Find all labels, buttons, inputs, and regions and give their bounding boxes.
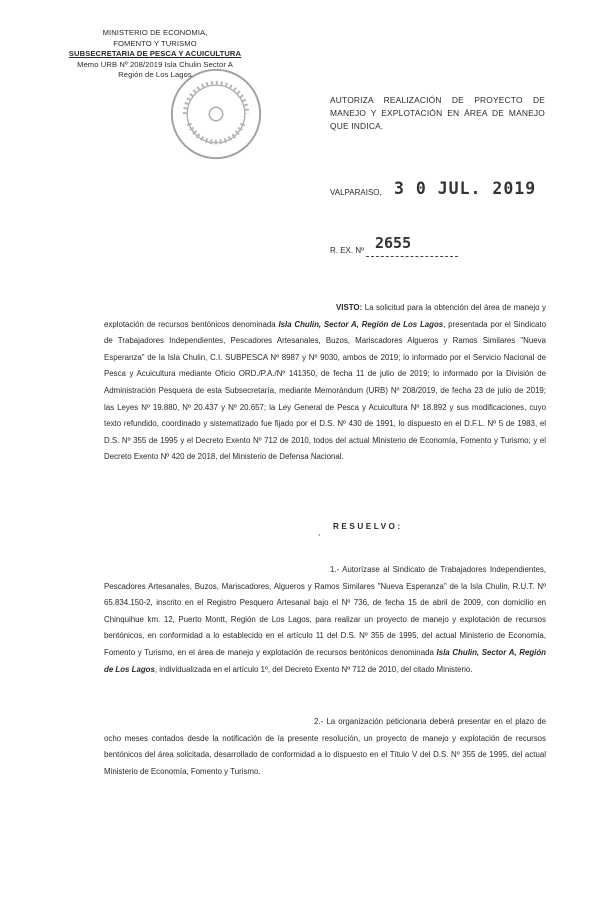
resolution-underline [366, 256, 458, 257]
margin-mark: , [318, 528, 321, 537]
place-label: VALPARAISO, [330, 188, 382, 197]
visto-label: VISTO: [336, 303, 363, 312]
document-title: AUTORIZA REALIZACIÓN DE PROYECTO DE MANEJO Y EXPLOTACIÓN EN ÁREA DE MANEJO QUE INDICA. [330, 95, 545, 131]
article-2-paragraph: 2.- La organización peticionaria deberá presentar en el plazo de ocho meses contados desde la notificación de la presente resolución, un proyecto de manejo y explotación de recursos bentónicos del área solicitada, desarrollado de conformidad a lo dispuesto en el Título V del D.S. Nº 355 de 1995, del actual Ministerio de Economía, Fomento y Turismo. [104, 717, 546, 776]
resolution-number: 2655 [375, 234, 412, 252]
article-1-paragraph [104, 562, 546, 678]
resolution-label: R. EX. Nº [330, 246, 365, 255]
resuelvo-heading: RESUELVO: [333, 522, 403, 531]
visto-text-1: La solicitud para la obtención del área de manejo y explotación de recursos bentónicos denominada [104, 303, 546, 329]
article-1-text-1: 1.- Autorízase al Sindicato de Trabajadores Independientes, Pescadores Artesanales, Buzos, Mariscadores, Algueros y Ramos Similares "Nueva Esperanza" de la Isla Chulin, R.U.T. Nº 65.834.150-2, inscrito en el Registro Pesquero Artesanal bajo el Nº 736, de fecha 15 de abril de 2009, con domicilio en Chinquihue km. 12, Puerto Montt, Región de Los Lagos, para realizar un proyecto de manejo y explotación de recursos bentónicos, en conformidad a lo establecido en el artículo 11 del D.S. Nº 355 de 1995, del actual Ministerio de Economía, Fomento y Turismo, en el área de manejo y explotación de recursos bentónicos denominada [104, 565, 546, 657]
visto-area-name: Isla Chulin, Sector A, Región de Los Lagos [278, 319, 444, 329]
visto-text-2: , presentada por el Sindicato de Trabajadores Independientes, Pescadores Artesanales, Buzos, Mariscadores Algueros y Ramos Similares "Nueva Esperanza" de la Isla Chulin, C.I. SUBPESCA Nº 8987 y Nº 9030, ambos de 2019; lo informado por el Servicio Nacional de Pesca y Acuicultura mediante Oficio ORD./P.A./Nº 141350, de fecha 11 de julio de 2019; lo informado por la División de Administración Pesquera de esta Subsecretaría, mediante Memorándum (URB) Nº 208/2019, de fecha 23 de julio de 2019; las Leyes Nº 19.880, Nº 20.437 y Nº 20.657; la Ley General de Pesca y Acuicultura Nº 18.892 y sus modificaciones, cuyo texto refundido, coordinado y sistematizado fue fijado por el D.S. Nº 430 de 1991, lo dispuesto en el D.F.L. Nº 5 de 1983, el D.S. Nº 355 de 1995 y el Decreto Exento Nº 712 de 2010, todos del actual Ministerio de Economía, Fomento y Turismo; y el Decreto Exento Nº 420 de 2018, del Ministerio de Defensa Nacional. [104, 319, 546, 462]
ministry-line-1: MINISTERIO DE ECONOMIA, [102, 28, 208, 37]
article-1-text-2: , individualizada en el artículo 1º, del Decreto Exento Nº 712 de 2010, del citado Ministerio. [154, 664, 473, 674]
ministry-line-2: FOMENTO Y TURISMO [113, 38, 197, 48]
article-1-area-name: Isla Chulin, Sector A, Región de Los Lagos [104, 647, 546, 674]
resolution-number-line [330, 234, 412, 255]
visto-paragraph [104, 300, 546, 466]
date-stamp: 3 0 JUL. 2019 [394, 179, 537, 198]
round-seal-icon [168, 66, 264, 162]
memo-reference: Memo URB Nº 208/2019 Isla Chulin Sector A [77, 59, 233, 69]
subsecretaria-line: SUBSECRETARIA DE PESCA Y ACUICULTURA [68, 49, 242, 58]
region-line: Región de Los Lagos [118, 70, 192, 79]
place-date-line [330, 179, 537, 198]
